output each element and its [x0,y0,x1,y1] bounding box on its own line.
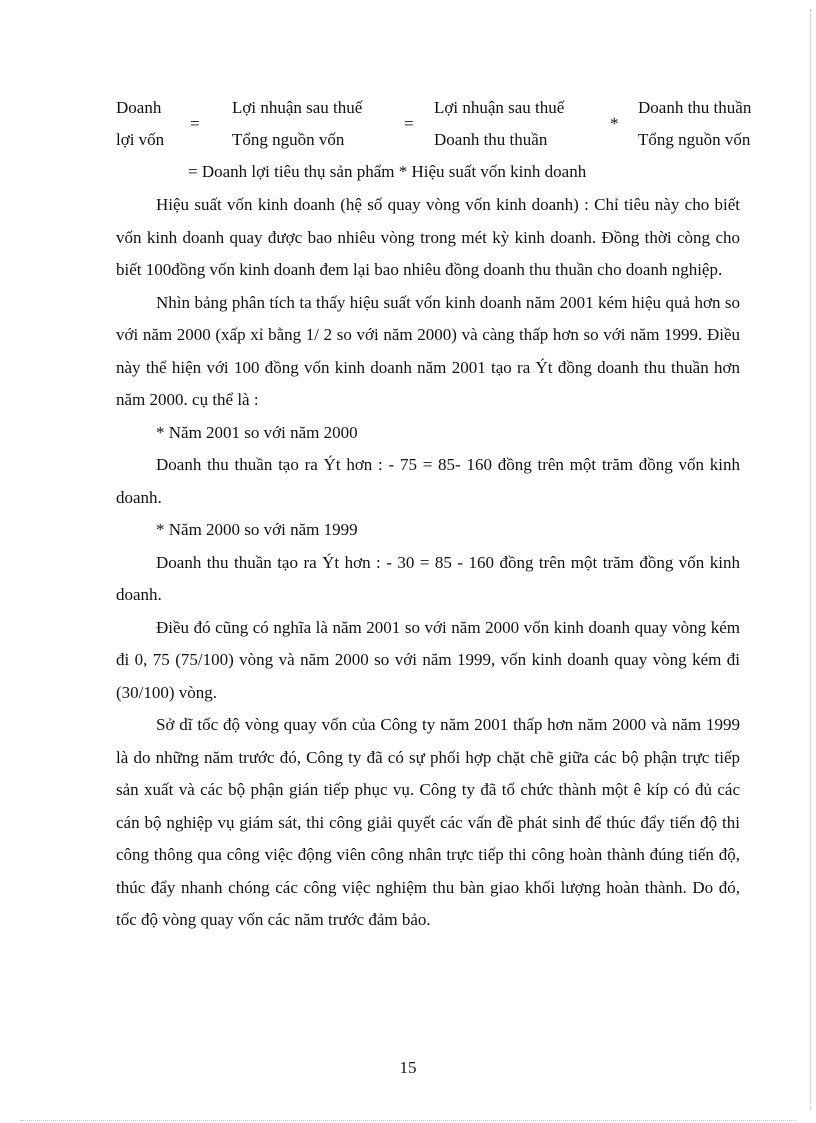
formula-lhs-line2: lợi vốn [116,130,165,149]
list-item-2001-vs-2000: * Năm 2001 so với năm 2000 [156,422,358,442]
formula-fraction3-denominator: Tổng nguồn vốn [638,130,751,149]
formula-equals-2: = [404,114,414,133]
formula-fraction1-denominator: Tổng nguồn vốn [232,130,345,149]
list-item-2000-vs-1999: * Năm 2000 so với năm 1999 [156,520,358,539]
formula-fraction1-numerator: Lợi nhuận sau thuế [232,98,363,117]
body-text [116,189,740,937]
page-right-border [810,10,811,1110]
formula-fraction2-denominator: Doanh thu thuần [434,130,548,149]
formula-lhs-line1: Doanh [116,98,162,117]
formula-result: = Doanh lợi tiêu thụ sản phẩm * Hiệu suất vốn kinh doanh [188,162,587,181]
paragraph-revenue-2001: Doanh thu thuần tạo ra Ýt hơn : - 75 = 85- 160 đồng trên một trăm đồng vốn kinh doanh. [116,455,740,507]
formula-equals-1: = [190,114,200,133]
formula-fraction2-numerator: Lợi nhuận sau thuế [434,98,565,117]
formula-fraction3-numerator: Doanh thu thuần [638,98,752,117]
page-bottom-border [20,1120,796,1121]
paragraph-efficiency-definition: Hiệu suất vốn kinh doanh (hệ số quay vòng vốn kinh doanh) : Chỉ tiêu này cho biết vốn kinh doanh quay được bao nhiêu vòng trong mét kỳ kinh doanh. Đồng thời còng cho biết 100đồng vốn kinh doanh đem lại bao nhiêu đồng doanh thu thuần cho doanh nghiệp. [116,195,740,279]
page-number: 15 [399,1058,417,1077]
paragraph-revenue-2000: Doanh thu thuần tạo ra Ýt hơn : - 30 = 85 - 160 đồng trên một trăm đồng vốn kinh doanh. [116,552,740,604]
paragraph-reasons: Sở dĩ tốc độ vòng quay vốn của Công ty năm 2001 thấp hơn năm 2000 và năm 1999 là do những năm trước đó, Công ty đã có sự phối hợp chặt chẽ giữa các bộ phận trực tiếp sản xuất và các bộ phận gián tiếp phục vụ. Công ty đã tổ chức thành một ê kíp có đủ các cán bộ nghiệp vụ giám sát, thi công giải quyết các vấn đề phát sinh để thúc đẩy tiến độ thi công thông qua công việc động viên công nhân trực tiếp thi công hoàn thành đúng tiến độ, thúc đẩy nhanh chóng các công việc nghiệm thu bàn giao khối lượng hoàn thành. Do đó, tốc độ vòng quay vốn các năm trước đảm bảo. [116,715,740,929]
formula-multiply: * [610,114,619,133]
paragraph-turnover-meaning: Điều đó cũng có nghĩa là năm 2001 so với năm 2000 vốn kinh doanh quay vòng kém đi 0, 75 (75/100) vòng và năm 2000 so với năm 1999, vốn kinh doanh quay vòng kém đi (30/100) vòng. [116,617,740,702]
paragraph-analysis: Nhìn bảng phân tích ta thấy hiệu suất vốn kinh doanh năm 2001 kém hiệu quả hơn so với năm 2000 (xấp xỉ bằng 1/ 2 so với năm 2000) và càng thấp hơn so với năm 1999. Điều này thể hiện với 100 đồng vốn kinh doanh năm 2001 tạo ra Ýt đồng doanh thu thuần hơn năm 2000. cụ thể là : [116,292,740,409]
